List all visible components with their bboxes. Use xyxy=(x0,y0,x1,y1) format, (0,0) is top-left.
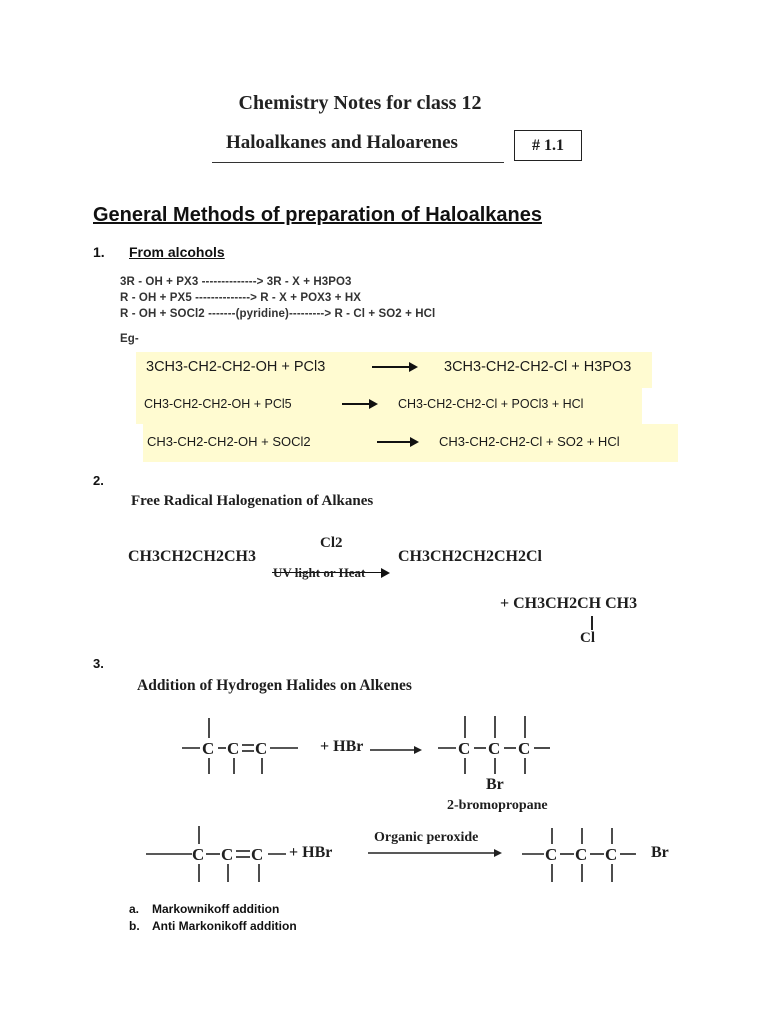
example-2-products: CH3-CH2-CH2-Cl + POCl3 + HCl xyxy=(398,397,584,411)
note-a-marker: a. xyxy=(129,902,140,916)
general-reaction-3: R - OH + SOCl2 -------(pyridine)---------> R - Cl + SO2 + HCl xyxy=(120,308,436,320)
title-underline xyxy=(212,162,504,163)
svg-text:C: C xyxy=(518,739,531,758)
method3-reagent: + HBr xyxy=(320,738,364,755)
method2-title: Free Radical Halogenation of Alkanes xyxy=(131,493,374,509)
method1-number: 1. xyxy=(93,244,105,260)
note-b-text: Anti Markonikoff addition xyxy=(152,919,297,933)
method3-end-substituent: Br xyxy=(651,844,669,861)
example-3-reactants: CH3-CH2-CH2-OH + SOCl2 xyxy=(147,434,311,449)
eg-label: Eg- xyxy=(120,333,139,345)
method3-product-name: 2-bromopropane xyxy=(447,798,548,813)
propene-hbr-structures xyxy=(170,710,570,780)
general-reaction-1: 3R - OH + PX3 --------------> 3R - X + H3PO3 xyxy=(120,276,352,288)
page-title: Chemistry Notes for class 12 xyxy=(238,92,482,114)
example-1-reactants: 3CH3-CH2-CH2-OH + PCl3 xyxy=(146,359,326,375)
method2-substituent: Cl xyxy=(580,630,595,646)
method1-title: From alcohols xyxy=(129,244,225,260)
method2-product-1: CH3CH2CH2CH2Cl xyxy=(398,548,542,565)
example-2-reactants: CH3-CH2-CH2-OH + PCl5 xyxy=(144,397,292,411)
svg-text:C: C xyxy=(227,739,240,758)
method3-reagent-2: + HBr xyxy=(289,844,333,861)
reaction-arrow xyxy=(372,366,416,368)
example-reaction-2 xyxy=(144,397,583,411)
svg-text:C: C xyxy=(221,845,234,864)
note-a-text: Markownikoff addition xyxy=(152,902,280,916)
note-b-marker: b. xyxy=(129,919,140,933)
method3-substituent: Br xyxy=(486,776,504,793)
svg-text:C: C xyxy=(255,739,268,758)
section-heading: General Methods of preparation of Haloalkanes xyxy=(93,204,542,226)
bond-line xyxy=(591,616,593,630)
svg-text:C: C xyxy=(192,845,205,864)
method2-number: 2. xyxy=(93,473,104,488)
reaction-arrow xyxy=(342,403,376,405)
general-reaction-2: R - OH + PX5 --------------> R - X + POX3 + HX xyxy=(120,292,362,304)
method2-reactant: CH3CH2CH2CH3 xyxy=(128,548,256,565)
method3-title: Addition of Hydrogen Halides on Alkenes xyxy=(137,677,412,694)
note-number-box: # 1.1 xyxy=(514,130,582,161)
example-reaction-3 xyxy=(147,434,620,449)
method3-condition: Organic peroxide xyxy=(374,830,479,845)
reaction-arrow xyxy=(377,441,417,443)
method2-reagent: Cl2 xyxy=(320,535,343,551)
svg-text:C: C xyxy=(575,845,588,864)
svg-text:C: C xyxy=(545,845,558,864)
example-3-products: CH3-CH2-CH2-Cl + SO2 + HCl xyxy=(439,434,620,449)
example-reaction-1 xyxy=(146,359,631,375)
svg-text:C: C xyxy=(458,739,471,758)
method2-product-2: + CH3CH2CH CH3 xyxy=(500,595,638,612)
method2-condition: UV light or Heat xyxy=(273,565,366,580)
svg-text:C: C xyxy=(251,845,264,864)
svg-text:C: C xyxy=(605,845,618,864)
page-subtitle: Haloalkanes and Haloarenes xyxy=(226,132,458,153)
svg-text:C: C xyxy=(488,739,501,758)
example-1-products: 3CH3-CH2-CH2-Cl + H3PO3 xyxy=(444,359,632,375)
svg-text:C: C xyxy=(202,739,215,758)
method3-number: 3. xyxy=(93,656,104,671)
